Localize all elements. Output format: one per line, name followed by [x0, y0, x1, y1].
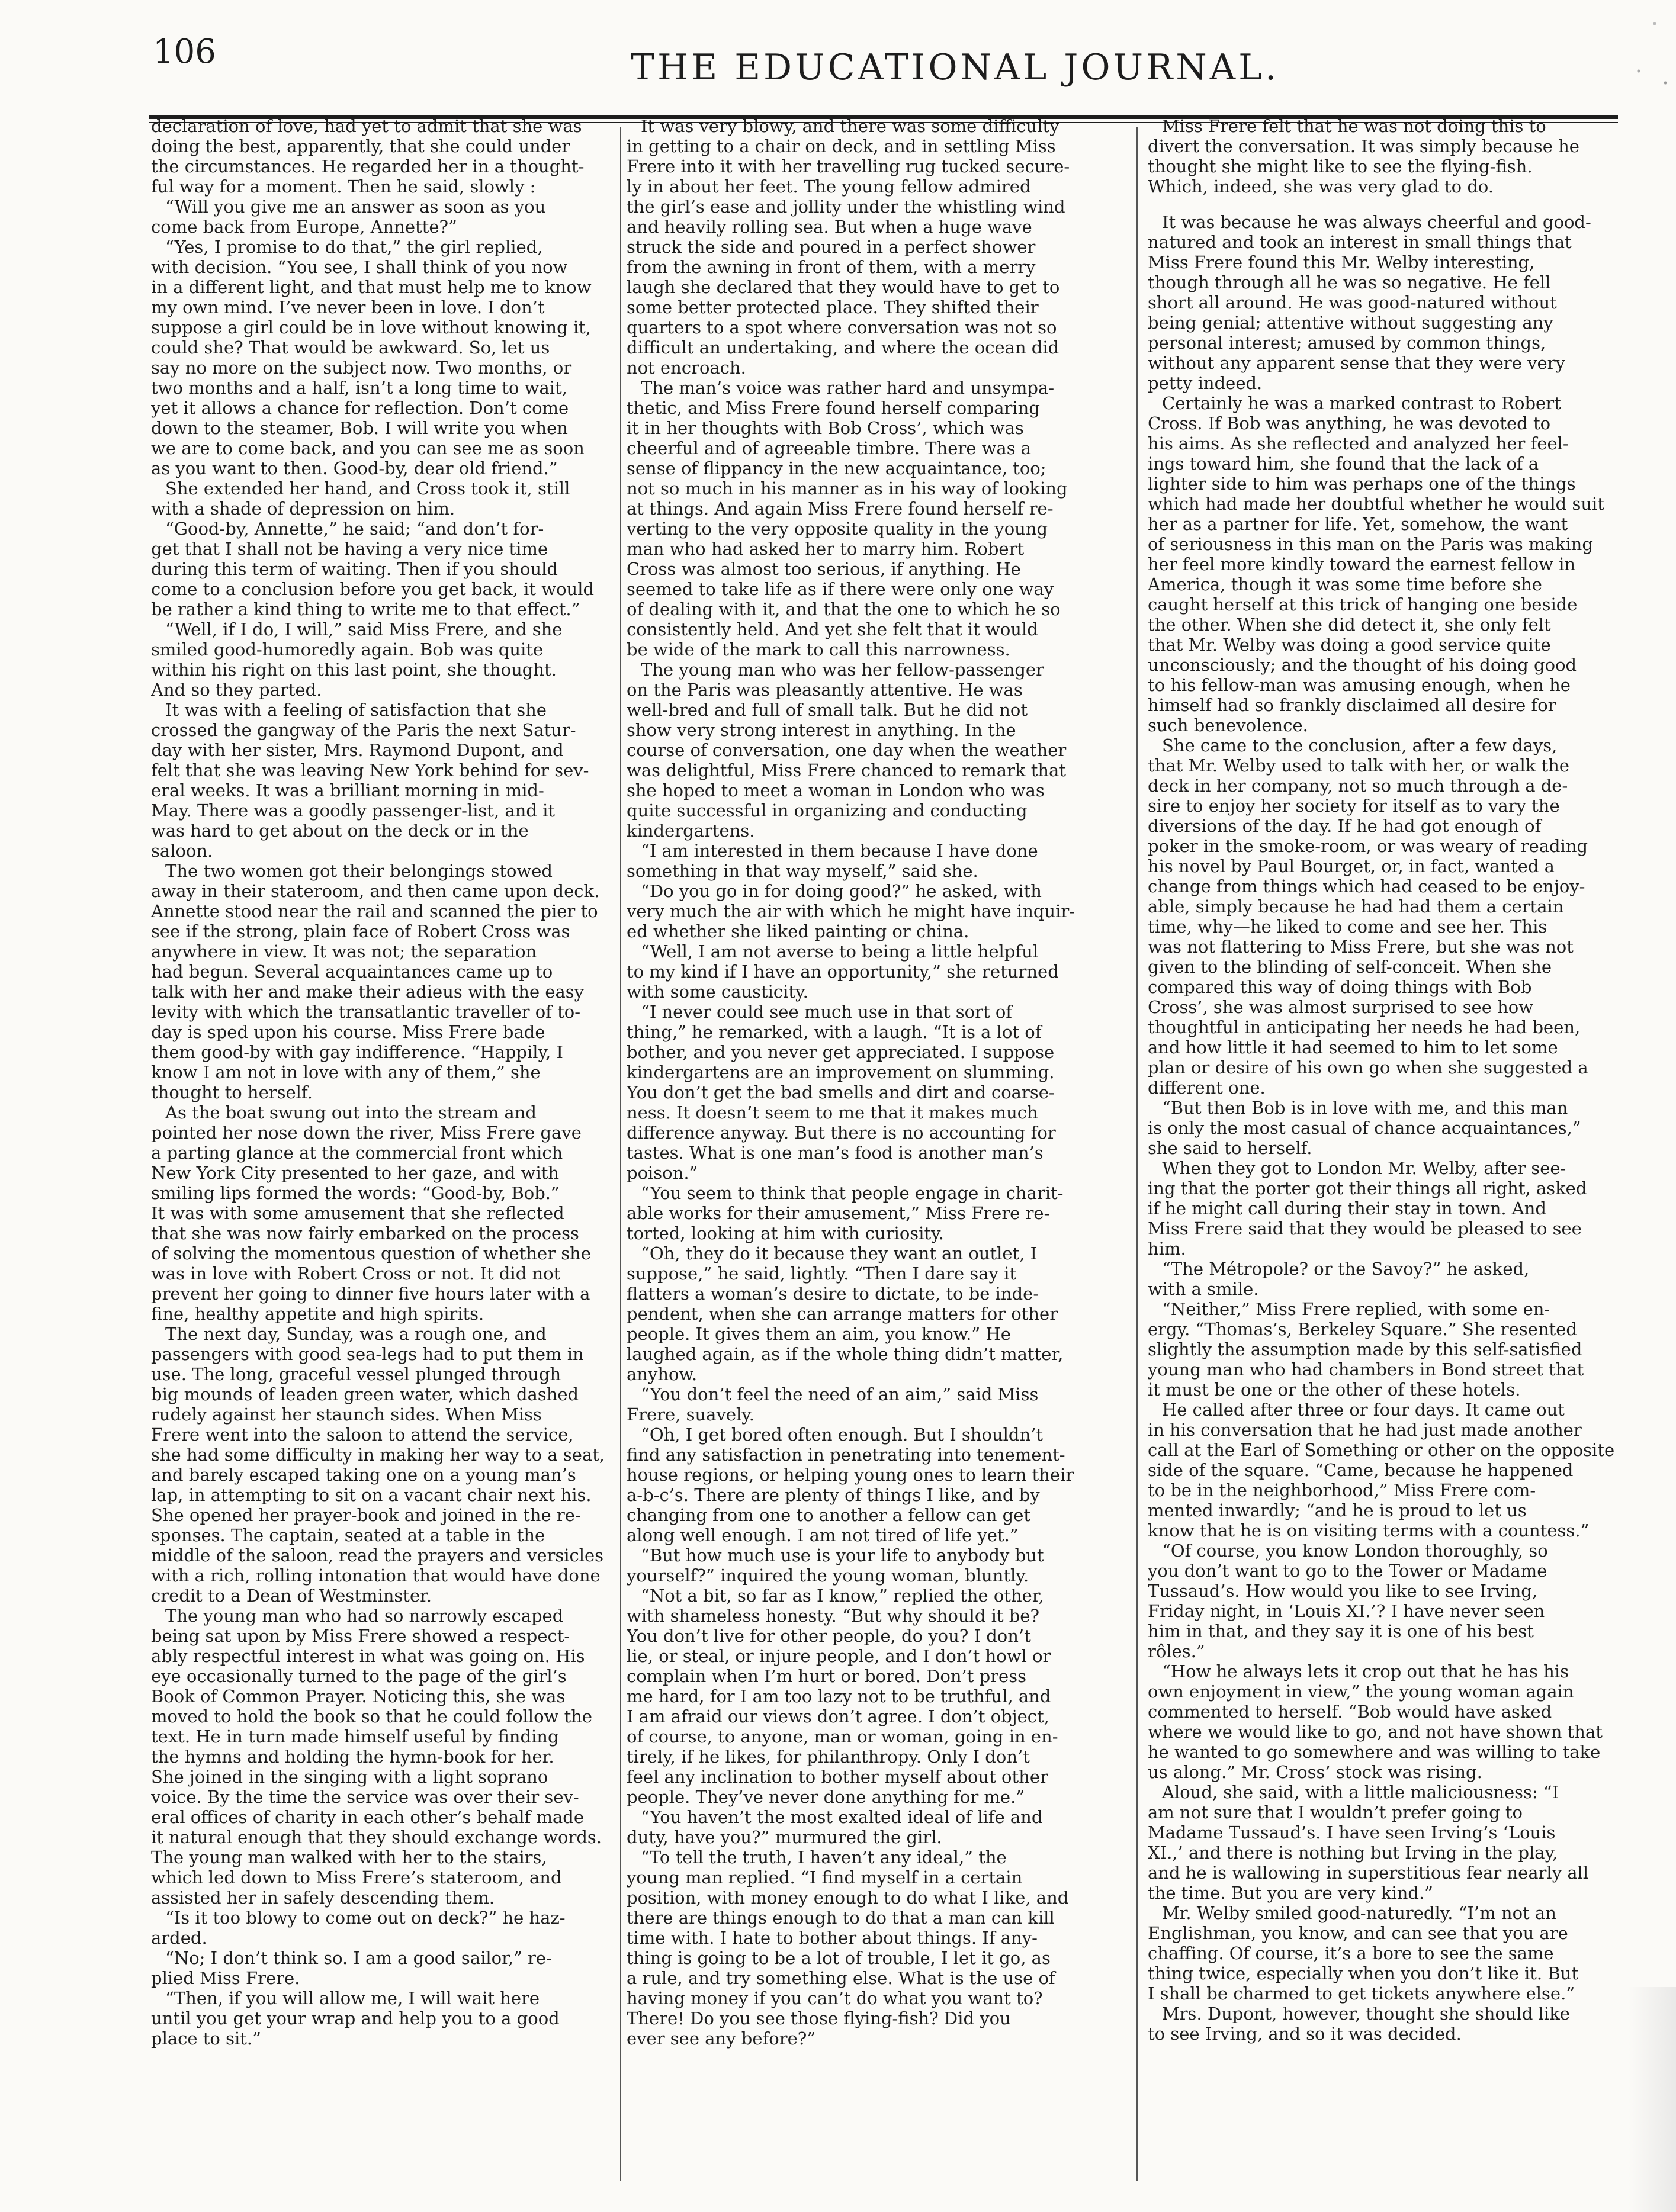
page-number: 106	[153, 33, 216, 71]
paragraph: Mr. Welby smiled good-naturedly. “I’m not an Englishman, you know, and can see that you are chaffing. Of course, it’s a bore to see the same thing twice, especially when you don’t like it. But I shall be charmed to get tickets anywhere else.”	[1148, 1903, 1578, 2004]
paragraph: “No; I don’t think so. I am a good sailor,” re- plied Miss Frere.	[151, 1948, 552, 1988]
paragraph: “To tell the truth, I haven’t any ideal,” the young man replied. “I find myself in a certain position, with money enough to do what I like, and there are things enough to do that a man can kill time with. I hate to bother about things. If any- thing is going to be a lot of trouble, I let it go, as a rule, and try something else. What is the use of having money if you can’t do what you want to? There! Do you see those flying-fish? Did you ever see any before?”	[627, 1847, 1069, 2049]
paragraph: She came to the conclusion, after a few days, that Mr. Welby used to talk with her, or walk the deck in her company, not so much through a de- sire to enjoy her society for itself as to vary the diversions of the day. If he had got enough of poker in the smoke-room, or was weary of reading his novel by Paul Bourget, or, in fact, wanted a change from things which had ceased to be enjoy- able, simply because he had had them a certain time, why—he liked to come and see her. This was not flattering to Miss Frere, but she was not given to the blinding of self-conceit. When she compared this way of doing things with Bob Cross’, she was almost surprised to see how thoughtful in anticipating her needs he had been, and how little it had seemed to him to let some plan or desire of his own go when she suggested a different one.	[1148, 735, 1588, 1098]
paragraph: “Then, if you will allow me, I will wait here until you get your wrap and help you to a good place to sit.”	[151, 1988, 560, 2049]
paragraph: Miss Frere felt that he was not doing this to divert the conversation. It was simply because he thought she might like to see the flying-fish. Which, indeed, she was very glad to do.	[1148, 116, 1579, 197]
paragraph: “Neither,” Miss Frere replied, with some en- ergy. “Thomas’s, Berkeley Square.” She resented slightly the assumption made by this self-satisfied young man who had chambers in Bond street that it must be one or the other of these hotels.	[1148, 1299, 1584, 1400]
paragraph: “Will you give me an answer as soon as you come back from Europe, Annette?”	[151, 197, 546, 237]
paragraph: “Oh, they do it because they want an outlet, I suppose,” he said, lightly. “Then I dare say it flatters a woman’s desire to dictate, to be inde- pendent, when she can arrange matters for other people. It gives them an aim, you know.” He laughed again, as if the whole thing didn’t matter, anyhow.	[627, 1243, 1064, 1384]
paragraph: “Is it too blowy to come out on deck?” he haz- arded.	[151, 1908, 566, 1948]
article-column-2	[627, 116, 1127, 2188]
article-column-1	[151, 116, 616, 2188]
page-header	[0, 0, 1676, 118]
paragraph: The two women got their belongings stowed away in their stateroom, and then came upon deck. Annette stood near the rail and scanned the pier to see if the strong, plain face of Robert Cross was anywhere in view. It was not; the separation had begun. Several acquaintances came up to talk with her and make their adieus with the easy levity with which the transatlantic traveller of to- day is sped upon his course. Miss Frere bade them good-by with gay indifference. “Happily, I know I am not in love with any of them,” she thought to herself.	[151, 861, 600, 1102]
paragraph: declaration of love, had yet to admit that she was doing the best, apparently, that she could under the circumstances. He regarded her in a thought- ful way for a moment. Then he said, slowly :	[151, 116, 585, 197]
paragraph: “But how much use is your life to anybody but yourself?” inquired the young woman, bluntly.	[627, 1545, 1044, 1586]
paragraph: “Oh, I get bored often enough. But I shouldn’t find any satisfaction in penetrating into tenement- house regions, or helping young ones to learn their a-b-c’s. There are plenty of things I like, and by changing from one to another a fellow can get along well enough. I am not tired of life yet.”	[627, 1425, 1074, 1545]
paragraph: Certainly he was a marked contrast to Robert Cross. If Bob was anything, he was devoted to his aims. As she reflected and analyzed her feel- ings toward him, she found that the lack of a lighter side to him was perhaps one of the things which had made her doubtful whether he would suit her as a partner for life. Yet, somehow, the want of seriousness in this man on the Paris was making her feel more kindly toward the earnest fellow in America, though it was some time before she caught herself at this trick of hanging one beside the other. When she did detect it, she only felt that Mr. Welby was doing a good service quite unconsciously; and the thought of his doing good to his fellow-man was amusing enough, when he himself had so frankly disclaimed all desire for such benevolence.	[1148, 393, 1604, 735]
scan-edge-artifact	[1623, 0, 1676, 118]
paragraph: “You seem to think that people engage in charit- able works for their amusement,” Miss Frere re- torted, looking at him with curiosity.	[627, 1183, 1064, 1243]
paragraph: “Good-by, Annette,” he said; “and don’t for- get that I shall not be having a very nice time during this term of waiting. Then if you should come to a conclusion before you get back, it would be rather a kind thing to write me to that effect.”	[151, 519, 595, 619]
paragraph: It was with a feeling of satisfaction that she crossed the gangway of the Paris the next Satur- day with her sister, Mrs. Raymond Dupont, and felt that she was leaving New York behind for sev- eral weeks. It was a brilliant morning in mid- May. There was a goodly passenger-list, and it was hard to get about on the deck or in the saloon.	[151, 700, 589, 861]
paragraph: “Well, if I do, I will,” said Miss Frere, and she smiled good-humoredly again. Bob was quite within his right on this last point, she thought. And so they parted.	[151, 619, 563, 700]
paragraph: The next day, Sunday, was a rough one, and passengers with good sea-legs had to put them in use. The long, graceful vessel plunged through big mounds of leaden green water, which dashed rudely against her staunch sides. When Miss Frere went into the saloon to attend the service, she had some difficulty in making her way to a seat, and barely escaped taking one on a young man’s lap, in attempting to sit on a vacant chair next his. She opened her prayer-book and joined in the re- sponses. The captain, seated at a table in the middle of the saloon, read the prayers and versicles with a rich, rolling intonation that would have done credit to a Dean of Westminster.	[151, 1324, 605, 1606]
paragraph: When they got to London Mr. Welby, after see- ing that the porter got their things all right, asked if he might call during their stay in town. And Miss Frere said that they would be pleased to see him.	[1148, 1158, 1587, 1259]
paragraph: “I never could see much use in that sort of thing,” he remarked, with a laugh. “It is a lot of bother, and you never get appreciated. I suppose kindergartens are an improvement on slumming. You don’t get the bad smells and dirt and coarse- ness. It doesn’t seem to me that it makes much difference anyway. But there is no accounting for tastes. What is one man’s food is another man’s poison.”	[627, 1002, 1056, 1183]
paragraph: “Well, I am not averse to being a little helpful to my kind if I have an opportunity,” she returned with some causticity.	[627, 941, 1059, 1002]
paragraph: He called after three or four days. It came out in his conversation that he had just made another call at the Earl of Something or other on the opposite side of the square. “Came, because he happened to be in the neighborhood,” Miss Frere com- mented inwardly; “and he is proud to let us know that he is on visiting terms with a countess.”	[1148, 1400, 1615, 1541]
column-divider	[1136, 127, 1138, 2181]
paragraph: “You don’t feel the need of an aim,” said Miss Frere, suavely.	[627, 1384, 1039, 1425]
paragraph: “But then Bob is in love with me, and this man is only the most casual of chance acquaintances,” she said to herself.	[1148, 1098, 1581, 1158]
paragraph: “I am interested in them because I have done something in that way myself,” said she.	[627, 841, 1038, 881]
paragraph: The young man who was her fellow-passenger on the Paris was pleasantly attentive. He was well-bred and full of small talk. But he did not show very strong interest in anything. In the course of conversation, one day when the weather was delightful, Miss Frere chanced to remark that she hoped to meet a woman in London who was quite successful in organizing and conducting kindergartens.	[627, 660, 1067, 841]
paragraph: Aloud, she said, with a little maliciousness: “I am not sure that I wouldn’t prefer going to Madame Tussaud’s. I have seen Irving’s ‘Louis XI.,’ and there is nothing but Irving in the play, and he is wallowing in superstitious fear nearly all the time. But you are very kind.”	[1148, 1782, 1589, 1903]
column-divider	[620, 127, 621, 2181]
paragraph: It was very blowy, and there was some difficulty in getting to a chair on deck, and in settling Miss Frere into it with her travelling rug tucked secure- ly in about her feet. The young fellow admired the girl’s ease and jollity under the whistling wind and heavily rolling sea. But when a huge wave struck the side and poured in a perfect shower from the awning in front of them, with a merry laugh she declared that they would have to get to some better protected place. They shifted their quarters to a spot where conversation was not so difficult an undertaking, and where the ocean did not encroach.	[627, 116, 1070, 378]
paragraph: As the boat swung out into the stream and pointed her nose down the river, Miss Frere gave a parting glance at the commercial front which New York City presented to her gaze, and with smiling lips formed the words: “Good-by, Bob.” It was with some amusement that she reflected that she was now fairly embarked on the process of solving the momentous question of whether she was in love with Robert Cross or not. It did not prevent her going to dinner five hours later with a fine, healthy appetite and high spirits.	[151, 1102, 591, 1324]
paragraph: “How he always lets it crop out that he has his own enjoyment in view,” the young woman again commented to herself. “Bob would have asked where we would like to go, and not have shown that he wanted to go somewhere and was willing to take us along.” Mr. Cross’ stock was rising.	[1148, 1661, 1603, 1782]
paragraph: “Yes, I promise to do that,” the girl replied, with decision. “You see, I shall think of you now in a different light, and that must help me to know my own mind. I’ve never been in love. I don’t suppose a girl could be in love without knowing it, could she? That would be awkward. So, let us say no more on the subject now. Two months, or two months and a half, isn’t a long time to wait, yet it allows a chance for reflection. Don’t come down to the steamer, Bob. I will write you when we are to come back, and you can see me as soon as you want to then. Good-by, dear old friend.”	[151, 237, 592, 478]
paragraph: “Not a bit, so far as I know,” replied the other, with shameless honesty. “But why should it be? You don’t live for other people, do you? I don’t lie, or steal, or injure people, and I don’t howl or complain when I’m hurt or bored. Don’t press me hard, for I am too lazy not to be truthful, and I am afraid our views don’t agree. I don’t object, of course, to anyone, man or woman, going in en- tirely, if he likes, for philanthropy. Only I don’t feel any inclination to bother myself about other people. They’ve never done anything for me.”	[627, 1586, 1058, 1807]
paragraph: Mrs. Dupont, however, thought she should like to see Irving, and so it was decided.	[1148, 2004, 1570, 2044]
paragraph: The young man who had so narrowly escaped being sat upon by Miss Frere showed a respect- ably respectful interest in what was going on. His eye occasionally turned to the page of the girl’s Book of Common Prayer. Noticing this, she was moved to hold the book so that he could follow the text. He in turn made himself useful by finding the hymns and holding the hymn-book for her. She joined in the singing with a light soprano voice. By the time the service was over their sev- eral offices of charity in each other’s behalf made it natural enough that they should exchange words. The young man walked with her to the stairs, which led down to Miss Frere’s stateroom, and assisted her in safely descending them.	[151, 1606, 602, 1908]
paragraph: She extended her hand, and Cross took it, still with a shade of depression on him.	[151, 478, 570, 519]
paragraph: “Do you go in for doing good?” he asked, with very much the air with which he might have inquir- ed whether she liked painting or china.	[627, 881, 1075, 941]
paragraph: The man’s voice was rather hard and unsympa- thetic, and Miss Frere found herself comparing it in her thoughts with Bob Cross’, which was cheerful and of agreeable timbre. There was a sense of flippancy in the new acquaintance, too; not so much in his manner as in his way of looking at things. And again Miss Frere found herself re- verting to the very opposite quality in the young man who had asked her to marry him. Robert Cross was almost too serious, if anything. He seemed to take life as if there were only one way of dealing with it, and that the one to which he so consistently held. And yet she felt that it would be wide of the mark to call this narrowness.	[627, 378, 1068, 660]
journal-title: THE EDUCATIONAL JOURNAL.	[631, 47, 1280, 88]
paragraph: “Of course, you know London thoroughly, so you don’t want to go to the Tower or Madame Tussaud’s. How would you like to see Irving, Friday night, in ‘Louis XI.’? I have never seen him in that, and they say it is one of his best rôles.”	[1148, 1541, 1548, 1661]
paragraph: “The Métropole? or the Savoy?” he asked, with a smile.	[1148, 1259, 1530, 1299]
scan-edge-shadow	[1629, 1987, 1676, 2212]
paragraph: “You haven’t the most exalted ideal of life and duty, have you?” murmured the girl.	[627, 1807, 1043, 1847]
paragraph: It was because he was always cheerful and good- natured and took an interest in small things that Miss Frere found this Mr. Welby interesting, though through all he was so negative. He fell short all around. He was good-natured without being genial; attentive without suggesting any personal interest; amused by common things, without any apparent sense that they were very petty indeed.	[1148, 212, 1591, 393]
article-column-3	[1148, 116, 1629, 2188]
